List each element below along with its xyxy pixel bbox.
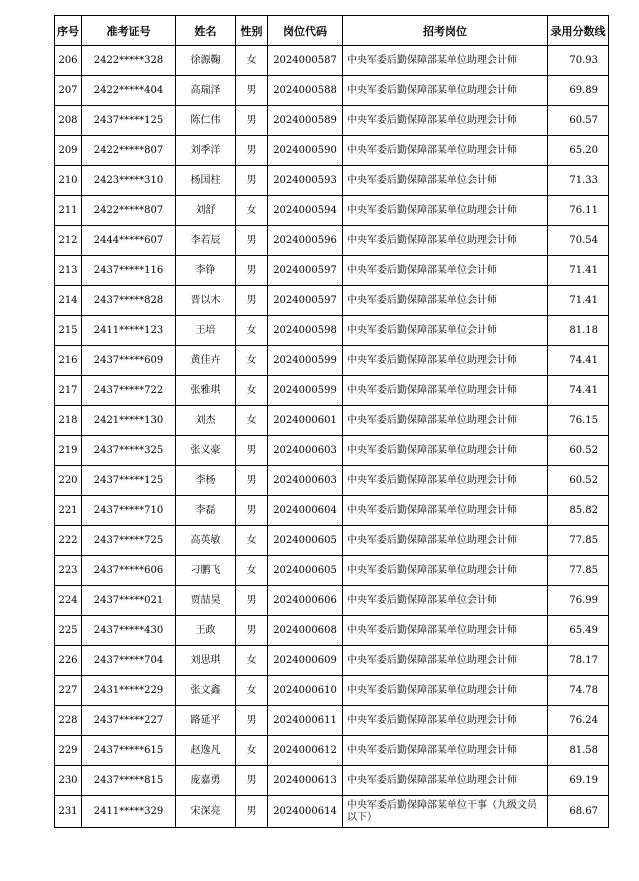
cell-post: 中央军委后勤保障部某单位助理会计师 (343, 556, 548, 586)
cell-no: 223 (55, 556, 82, 586)
cell-gender: 女 (236, 46, 268, 76)
table-row (55, 646, 609, 676)
cell-exam-id: 2437*****325 (82, 436, 176, 466)
cell-post-code: 2024000588 (268, 76, 343, 106)
cell-gender: 女 (236, 646, 268, 676)
table-row (55, 196, 609, 226)
cell-exam-id: 2437*****227 (82, 706, 176, 736)
cell-no: 228 (55, 706, 82, 736)
table-row (55, 136, 609, 166)
cell-post-code: 2024000611 (268, 706, 343, 736)
table-row (55, 526, 609, 556)
cell-name: 刘舒 (176, 196, 236, 226)
cell-score: 81.18 (548, 316, 609, 346)
cell-name: 李磊 (176, 496, 236, 526)
cell-gender: 女 (236, 736, 268, 766)
cell-score: 81.58 (548, 736, 609, 766)
cell-name: 刘季洋 (176, 136, 236, 166)
cell-no: 230 (55, 766, 82, 796)
table-row (55, 256, 609, 286)
cell-post-code: 2024000599 (268, 346, 343, 376)
cell-no: 225 (55, 616, 82, 646)
table-row (55, 226, 609, 256)
cell-no: 229 (55, 736, 82, 766)
cell-post: 中央军委后勤保障部某单位助理会计师 (343, 376, 548, 406)
cell-no: 231 (55, 796, 82, 828)
cell-score: 74.41 (548, 376, 609, 406)
cell-post: 中央军委后勤保障部某单位助理会计师 (343, 706, 548, 736)
table-row (55, 736, 609, 766)
cell-post-code: 2024000603 (268, 466, 343, 496)
header-post-code: 岗位代码 (268, 16, 343, 46)
cell-post-code: 2024000598 (268, 316, 343, 346)
cell-post-code: 2024000587 (268, 46, 343, 76)
cell-post: 中央军委后勤保障部某单位助理会计师 (343, 76, 548, 106)
cell-exam-id: 2437*****609 (82, 346, 176, 376)
cell-post: 中央军委后勤保障部某单位助理会计师 (343, 736, 548, 766)
table-row (55, 556, 609, 586)
table-row (55, 466, 609, 496)
cell-score: 74.41 (548, 346, 609, 376)
cell-name: 张文鑫 (176, 676, 236, 706)
cell-post-code: 2024000596 (268, 226, 343, 256)
cell-post: 中央军委后勤保障部某单位助理会计师 (343, 616, 548, 646)
header-score: 录用分数线 (548, 16, 609, 46)
cell-exam-id: 2431*****229 (82, 676, 176, 706)
cell-post-code: 2024000597 (268, 256, 343, 286)
cell-post: 中央军委后勤保障部某单位会计师 (343, 286, 548, 316)
cell-no: 209 (55, 136, 82, 166)
cell-exam-id: 2422*****807 (82, 136, 176, 166)
cell-name: 王政 (176, 616, 236, 646)
cell-exam-id: 2437*****722 (82, 376, 176, 406)
cell-post: 中央军委后勤保障部某单位助理会计师 (343, 436, 548, 466)
table-row (55, 496, 609, 526)
cell-score: 69.89 (548, 76, 609, 106)
cell-name: 刘杰 (176, 406, 236, 436)
cell-post-code: 2024000590 (268, 136, 343, 166)
cell-exam-id: 2411*****123 (82, 316, 176, 346)
table-row (55, 286, 609, 316)
cell-exam-id: 2422*****328 (82, 46, 176, 76)
cell-score: 68.67 (548, 796, 609, 828)
cell-gender: 男 (236, 586, 268, 616)
cell-exam-id: 2437*****606 (82, 556, 176, 586)
cell-exam-id: 2437*****021 (82, 586, 176, 616)
cell-gender: 男 (236, 106, 268, 136)
cell-gender: 女 (236, 676, 268, 706)
cell-post: 中央军委后勤保障部某单位助理会计师 (343, 406, 548, 436)
cell-post-code: 2024000593 (268, 166, 343, 196)
table-row (55, 616, 609, 646)
cell-no: 211 (55, 196, 82, 226)
cell-score: 76.24 (548, 706, 609, 736)
cell-no: 212 (55, 226, 82, 256)
cell-score: 76.15 (548, 406, 609, 436)
cell-exam-id: 2422*****807 (82, 196, 176, 226)
cell-name: 宋深亮 (176, 796, 236, 828)
cell-no: 210 (55, 166, 82, 196)
header-no: 序号 (55, 16, 82, 46)
cell-gender: 男 (236, 226, 268, 256)
cell-no: 217 (55, 376, 82, 406)
cell-gender: 女 (236, 556, 268, 586)
cell-no: 222 (55, 526, 82, 556)
cell-exam-id: 2437*****430 (82, 616, 176, 646)
cell-gender: 男 (236, 466, 268, 496)
cell-post: 中央军委后勤保障部某单位助理会计师 (343, 346, 548, 376)
cell-post: 中央军委后勤保障部某单位会计师 (343, 316, 548, 346)
cell-score: 74.78 (548, 676, 609, 706)
cell-gender: 男 (236, 256, 268, 286)
cell-post-code: 2024000589 (268, 106, 343, 136)
cell-post-code: 2024000608 (268, 616, 343, 646)
table-row (55, 346, 609, 376)
cell-name: 高瑞泽 (176, 76, 236, 106)
cell-post-code: 2024000609 (268, 646, 343, 676)
cell-post: 中央军委后勤保障部某单位干事（九级文员以下） (343, 796, 548, 828)
cell-post: 中央军委后勤保障部某单位助理会计师 (343, 676, 548, 706)
cell-gender: 女 (236, 526, 268, 556)
cell-name: 庞嘉勇 (176, 766, 236, 796)
header-gender: 性别 (236, 16, 268, 46)
cell-name: 李杨 (176, 466, 236, 496)
table-row (55, 796, 609, 828)
cell-post: 中央军委后勤保障部某单位助理会计师 (343, 136, 548, 166)
cell-no: 206 (55, 46, 82, 76)
table-row (55, 706, 609, 736)
cell-gender: 男 (236, 706, 268, 736)
cell-score: 70.54 (548, 226, 609, 256)
cell-no: 220 (55, 466, 82, 496)
cell-exam-id: 2423*****310 (82, 166, 176, 196)
cell-score: 60.52 (548, 436, 609, 466)
cell-post-code: 2024000605 (268, 526, 343, 556)
cell-no: 216 (55, 346, 82, 376)
cell-name: 赵逸凡 (176, 736, 236, 766)
cell-gender: 男 (236, 796, 268, 828)
cell-exam-id: 2421*****130 (82, 406, 176, 436)
cell-gender: 女 (236, 196, 268, 226)
cell-gender: 男 (236, 616, 268, 646)
cell-post: 中央军委后勤保障部某单位助理会计师 (343, 226, 548, 256)
cell-score: 65.49 (548, 616, 609, 646)
header-row (55, 16, 609, 46)
cell-post-code: 2024000610 (268, 676, 343, 706)
cell-exam-id: 2437*****125 (82, 466, 176, 496)
cell-post-code: 2024000597 (268, 286, 343, 316)
cell-post: 中央军委后勤保障部某单位助理会计师 (343, 526, 548, 556)
cell-name: 刘思琪 (176, 646, 236, 676)
cell-name: 张义豪 (176, 436, 236, 466)
table-row (55, 406, 609, 436)
cell-gender: 男 (236, 286, 268, 316)
cell-gender: 女 (236, 346, 268, 376)
cell-gender: 女 (236, 316, 268, 346)
cell-score: 65.20 (548, 136, 609, 166)
cell-name: 陈仁伟 (176, 106, 236, 136)
cell-post: 中央军委后勤保障部某单位助理会计师 (343, 106, 548, 136)
cell-name: 李若辰 (176, 226, 236, 256)
cell-post-code: 2024000614 (268, 796, 343, 828)
cell-exam-id: 2437*****725 (82, 526, 176, 556)
header-name: 姓名 (176, 16, 236, 46)
cell-exam-id: 2437*****710 (82, 496, 176, 526)
cell-score: 76.99 (548, 586, 609, 616)
cell-no: 227 (55, 676, 82, 706)
cell-exam-id: 2437*****815 (82, 766, 176, 796)
cell-post: 中央军委后勤保障部某单位会计师 (343, 166, 548, 196)
cell-score: 60.52 (548, 466, 609, 496)
cell-name: 路延平 (176, 706, 236, 736)
cell-score: 69.19 (548, 766, 609, 796)
cell-post: 中央军委后勤保障部某单位助理会计师 (343, 466, 548, 496)
cell-name: 刁鹏飞 (176, 556, 236, 586)
cell-post-code: 2024000612 (268, 736, 343, 766)
cell-gender: 男 (236, 136, 268, 166)
cell-post: 中央军委后勤保障部某单位会计师 (343, 256, 548, 286)
cell-score: 77.85 (548, 556, 609, 586)
cell-name: 高英敏 (176, 526, 236, 556)
cell-post-code: 2024000603 (268, 436, 343, 466)
cell-post: 中央军委后勤保障部某单位会计师 (343, 586, 548, 616)
cell-no: 226 (55, 646, 82, 676)
header-exam-id: 准考证号 (82, 16, 176, 46)
table-row (55, 106, 609, 136)
cell-gender: 男 (236, 76, 268, 106)
cell-name: 黄佳卉 (176, 346, 236, 376)
cell-score: 71.41 (548, 286, 609, 316)
table-row (55, 166, 609, 196)
cell-post: 中央军委后勤保障部某单位助理会计师 (343, 496, 548, 526)
table-body (55, 46, 609, 828)
cell-post-code: 2024000599 (268, 376, 343, 406)
cell-exam-id: 2444*****607 (82, 226, 176, 256)
cell-exam-id: 2437*****116 (82, 256, 176, 286)
cell-score: 76.11 (548, 196, 609, 226)
cell-score: 71.41 (548, 256, 609, 286)
table-row (55, 376, 609, 406)
cell-gender: 男 (236, 166, 268, 196)
cell-gender: 女 (236, 406, 268, 436)
cell-name: 杨国柱 (176, 166, 236, 196)
cell-score: 70.93 (548, 46, 609, 76)
cell-post-code: 2024000613 (268, 766, 343, 796)
cell-gender: 女 (236, 376, 268, 406)
cell-name: 徐源鞠 (176, 46, 236, 76)
cell-post: 中央军委后勤保障部某单位助理会计师 (343, 46, 548, 76)
cell-name: 张雅琪 (176, 376, 236, 406)
cell-score: 71.33 (548, 166, 609, 196)
cell-exam-id: 2422*****404 (82, 76, 176, 106)
cell-gender: 男 (236, 766, 268, 796)
cell-name: 李铮 (176, 256, 236, 286)
table-row (55, 676, 609, 706)
cell-no: 224 (55, 586, 82, 616)
cell-score: 60.57 (548, 106, 609, 136)
table-row (55, 586, 609, 616)
table-row (55, 436, 609, 466)
cell-exam-id: 2437*****828 (82, 286, 176, 316)
table-row (55, 766, 609, 796)
cell-post-code: 2024000604 (268, 496, 343, 526)
cell-exam-id: 2411*****329 (82, 796, 176, 828)
cell-no: 218 (55, 406, 82, 436)
cell-no: 208 (55, 106, 82, 136)
cell-score: 77.85 (548, 526, 609, 556)
admission-table (54, 15, 609, 828)
cell-name: 贾喆昊 (176, 586, 236, 616)
header-post: 招考岗位 (343, 16, 548, 46)
cell-no: 221 (55, 496, 82, 526)
cell-post-code: 2024000606 (268, 586, 343, 616)
table-row (55, 76, 609, 106)
cell-post: 中央军委后勤保障部某单位助理会计师 (343, 196, 548, 226)
cell-score: 78.17 (548, 646, 609, 676)
cell-gender: 男 (236, 436, 268, 466)
cell-post-code: 2024000601 (268, 406, 343, 436)
cell-no: 207 (55, 76, 82, 106)
cell-exam-id: 2437*****125 (82, 106, 176, 136)
table-row (55, 316, 609, 346)
cell-name: 王培 (176, 316, 236, 346)
cell-score: 85.82 (548, 496, 609, 526)
cell-post-code: 2024000605 (268, 556, 343, 586)
cell-no: 219 (55, 436, 82, 466)
cell-post: 中央军委后勤保障部某单位助理会计师 (343, 766, 548, 796)
cell-post: 中央军委后勤保障部某单位助理会计师 (343, 646, 548, 676)
cell-no: 214 (55, 286, 82, 316)
table-row (55, 46, 609, 76)
cell-no: 215 (55, 316, 82, 346)
cell-name: 晋以木 (176, 286, 236, 316)
cell-no: 213 (55, 256, 82, 286)
cell-gender: 男 (236, 496, 268, 526)
cell-post-code: 2024000594 (268, 196, 343, 226)
cell-exam-id: 2437*****615 (82, 736, 176, 766)
cell-exam-id: 2437*****704 (82, 646, 176, 676)
